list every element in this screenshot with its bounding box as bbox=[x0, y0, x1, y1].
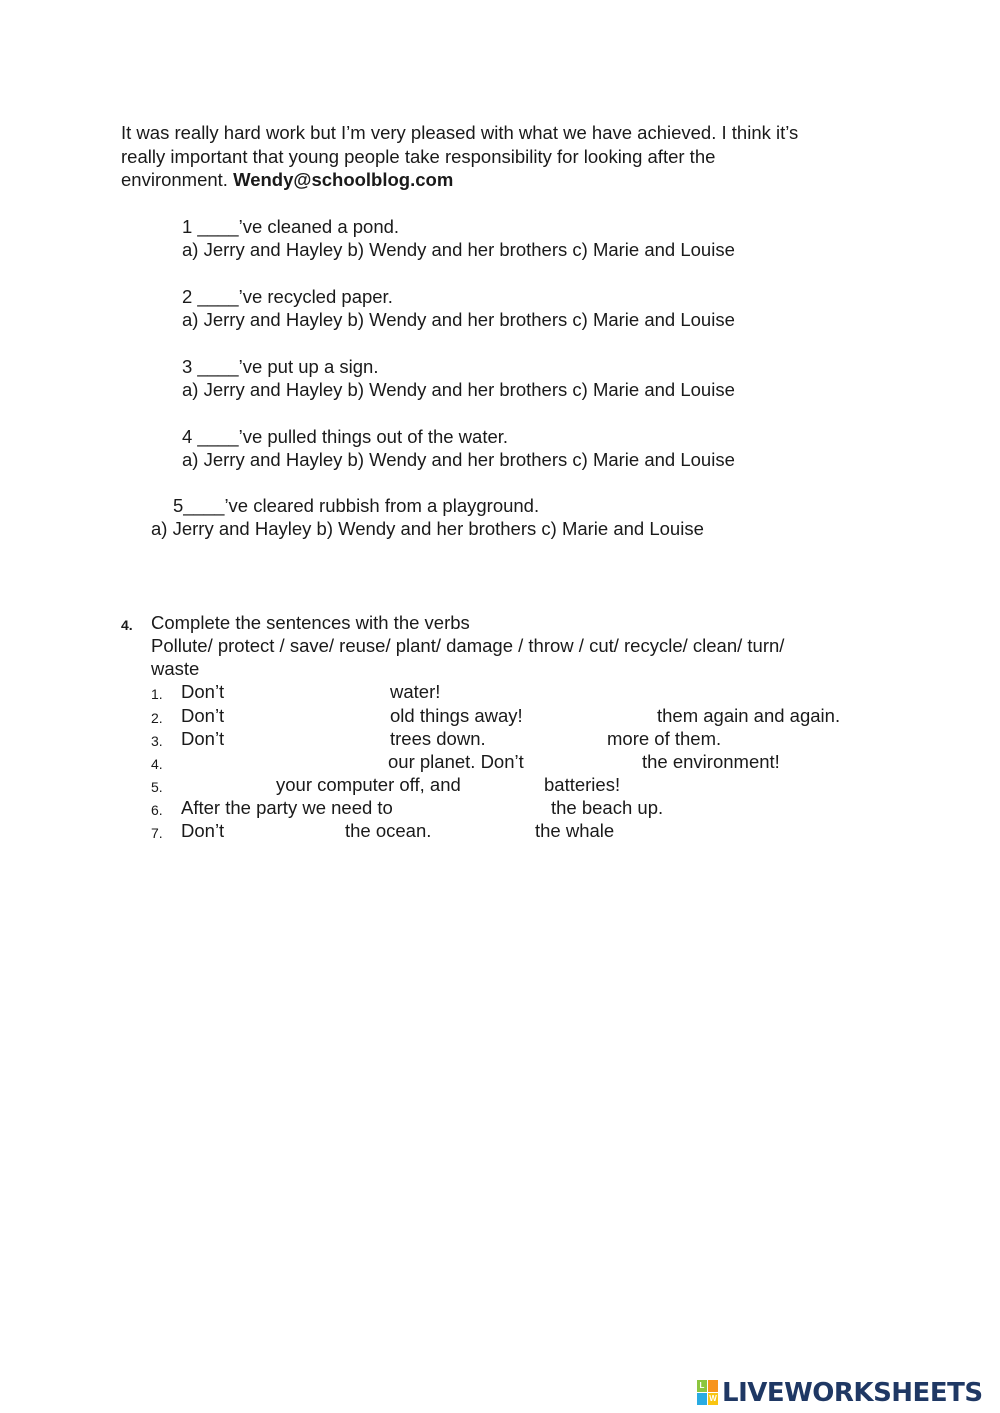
item-2-part-1: Don’t bbox=[181, 705, 225, 726]
item-1-number: 1. bbox=[151, 686, 163, 702]
verb-list-line-2: waste bbox=[151, 658, 200, 679]
question-1-stem: 1 ____’ve cleaned a pond. bbox=[182, 216, 400, 237]
item-5-number: 5. bbox=[151, 779, 163, 795]
question-5-stem: 5____’ve cleared rubbish from a playground. bbox=[173, 495, 540, 516]
item-3-part-2: trees down. bbox=[390, 728, 486, 749]
intro-line-1: It was really hard work but I’m very pleased with what we have achieved. I think it’s bbox=[121, 122, 799, 143]
question-1-options: a) Jerry and Hayley b) Wendy and her brothers c) Marie and Louise bbox=[182, 239, 735, 260]
author-email: Wendy@schoolblog.com bbox=[233, 169, 454, 190]
item-6-part-2: the beach up. bbox=[551, 797, 664, 818]
item-7-part-1: Don’t bbox=[181, 820, 225, 841]
exercise-4-instruction: Complete the sentences with the verbs bbox=[151, 612, 470, 633]
question-5-options: a) Jerry and Hayley b) Wendy and her brothers c) Marie and Louise bbox=[151, 518, 704, 539]
liveworksheets-logo-mark bbox=[697, 1380, 719, 1406]
item-4-part-2: the environment! bbox=[642, 751, 780, 772]
exercise-4-number: 4. bbox=[121, 617, 133, 633]
question-3-options: a) Jerry and Hayley b) Wendy and her brothers c) Marie and Louise bbox=[182, 379, 735, 400]
item-7-part-3: the whale bbox=[535, 820, 615, 841]
item-2-number: 2. bbox=[151, 710, 163, 726]
logo-mark-block-orange bbox=[708, 1380, 718, 1392]
item-1-part-2: water! bbox=[390, 681, 441, 702]
logo-mark-block-blue bbox=[697, 1393, 707, 1405]
intro-line-3-text: environment. bbox=[121, 169, 234, 190]
item-7-part-2: the ocean. bbox=[345, 820, 432, 841]
liveworksheets-logo-text: LIVEWORKSHEETS bbox=[722, 1378, 983, 1408]
item-4-number: 4. bbox=[151, 756, 163, 772]
question-2-options: a) Jerry and Hayley b) Wendy and her brothers c) Marie and Louise bbox=[182, 309, 735, 330]
logo-mark-letter-w: W bbox=[709, 1394, 717, 1403]
logo-mark-letter-l: L bbox=[697, 1380, 707, 1392]
item-2-part-2: old things away! bbox=[390, 705, 523, 726]
item-6-number: 6. bbox=[151, 802, 163, 818]
item-5-part-1: your computer off, and bbox=[276, 774, 461, 795]
item-4-part-1: our planet. Don’t bbox=[388, 751, 524, 772]
item-1-part-1: Don’t bbox=[181, 681, 225, 702]
question-4-stem: 4 ____’ve pulled things out of the water. bbox=[182, 426, 509, 447]
verb-list-line-1: Pollute/ protect / save/ reuse/ plant/ damage / throw / cut/ recycle/ clean/ turn/ bbox=[151, 635, 785, 656]
item-3-number: 3. bbox=[151, 733, 163, 749]
intro-line-2: really important that young people take responsibility for looking after the bbox=[121, 145, 716, 167]
item-3-part-3: more of them. bbox=[607, 728, 722, 749]
question-2-stem: 2 ____’ve recycled paper. bbox=[182, 286, 393, 307]
liveworksheets-logo bbox=[697, 1378, 983, 1408]
intro-paragraph bbox=[121, 121, 881, 192]
item-6-part-1: After the party we need to bbox=[181, 797, 393, 818]
question-4-options: a) Jerry and Hayley b) Wendy and her brothers c) Marie and Louise bbox=[182, 449, 735, 470]
item-2-part-3: them again and again. bbox=[657, 705, 841, 726]
intro-line-3 bbox=[121, 168, 881, 192]
item-7-number: 7. bbox=[151, 825, 163, 841]
question-3-stem: 3 ____’ve put up a sign. bbox=[182, 356, 379, 377]
item-3-part-1: Don’t bbox=[181, 728, 225, 749]
item-5-part-2: batteries! bbox=[544, 774, 621, 795]
